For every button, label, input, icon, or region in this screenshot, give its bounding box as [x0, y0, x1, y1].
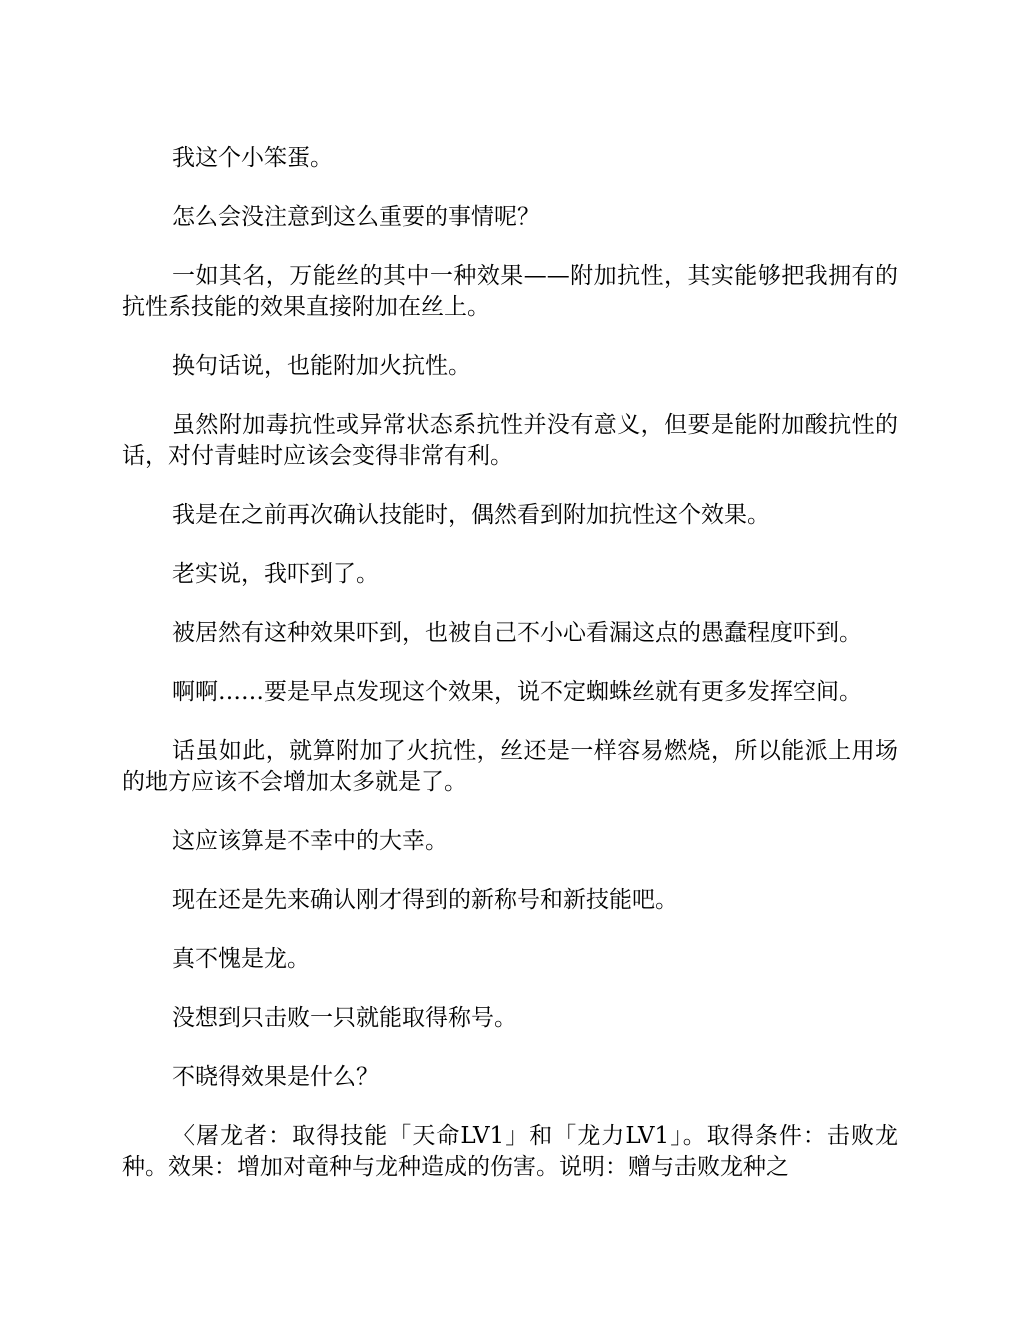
paragraph: 啊啊……要是早点发现这个效果，说不定蜘蛛丝就有更多发挥空间。 — [172, 679, 862, 705]
paragraph: 我这个小笨蛋。 — [172, 145, 333, 171]
paragraph: 〈屠龙者：取得技能「天命LV1」和「龙力LV1」。取得条件：击败龙种。效果：增加对竜种与龙种造成的伤害。说明：赠与击败龙种之 — [122, 1123, 898, 1180]
paragraph: 真不愧是龙。 — [172, 946, 310, 972]
paragraph: 一如其名，万能丝的其中一种效果——附加抗性，其实能够把我拥有的抗性系技能的效果直接附加在丝上。 — [122, 263, 898, 320]
paragraph: 不晓得效果是什么？ — [172, 1064, 379, 1090]
paragraph: 换句话说，也能附加火抗性。 — [172, 353, 471, 379]
paragraph: 被居然有这种效果吓到，也被自己不小心看漏这点的愚蠢程度吓到。 — [172, 620, 862, 646]
paragraph: 话虽如此，就算附加了火抗性，丝还是一样容易燃烧，所以能派上用场的地方应该不会增加太多就是了。 — [122, 738, 898, 795]
paragraph: 虽然附加毒抗性或异常状态系抗性并没有意义，但要是能附加酸抗性的话，对付青蛙时应该会变得非常有利。 — [122, 412, 898, 469]
paragraph: 老实说，我吓到了。 — [172, 561, 379, 587]
paragraph: 没想到只击败一只就能取得称号。 — [172, 1005, 517, 1031]
paragraph: 这应该算是不幸中的大幸。 — [172, 828, 448, 854]
paragraph: 现在还是先来确认刚才得到的新称号和新技能吧。 — [172, 887, 678, 913]
text-body — [122, 143, 898, 1211]
paragraph: 怎么会没注意到这么重要的事情呢？ — [172, 204, 540, 230]
paragraph: 我是在之前再次确认技能时，偶然看到附加抗性这个效果。 — [172, 502, 770, 528]
